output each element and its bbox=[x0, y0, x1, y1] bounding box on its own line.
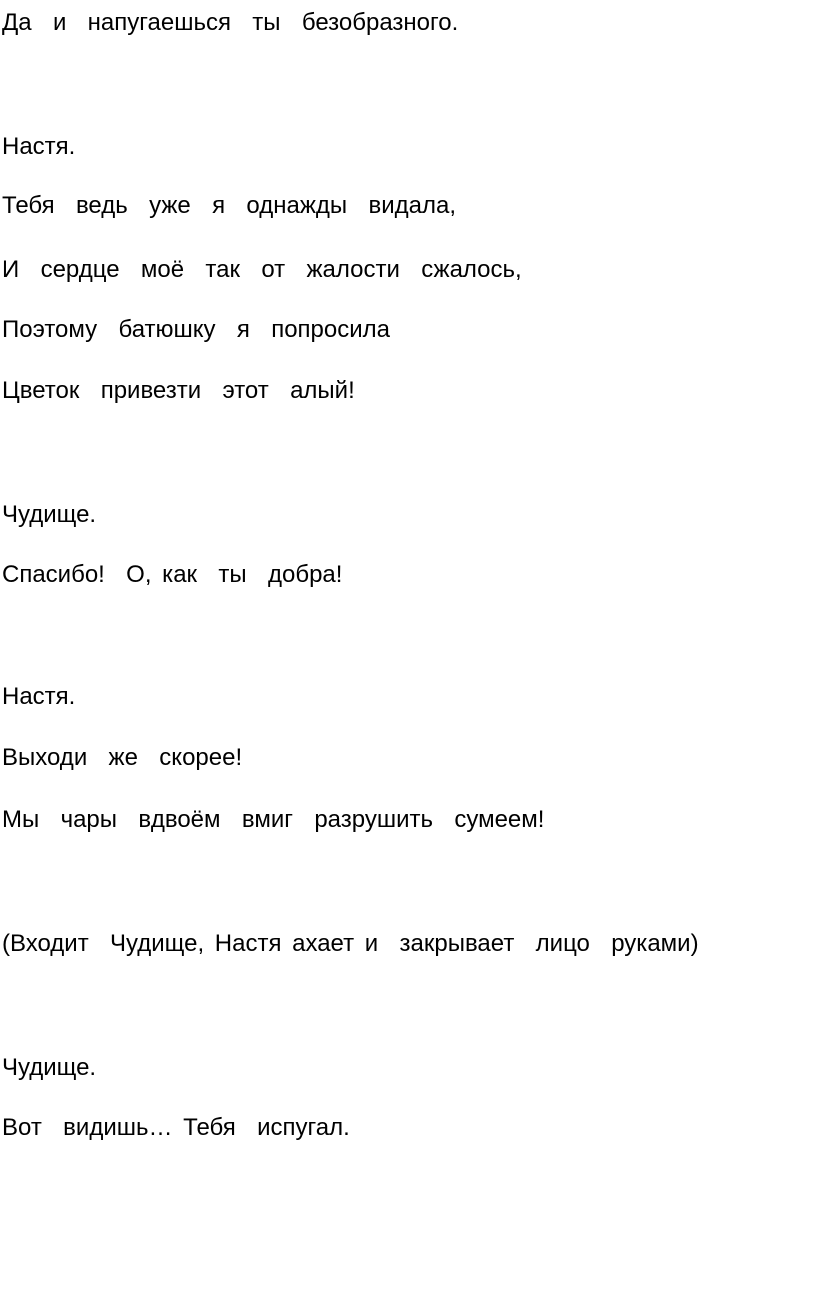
text-line: Спасибо! О, как ты добра! bbox=[2, 561, 343, 588]
speaker-name: Настя. bbox=[2, 683, 76, 710]
stage-direction: (Входит Чудище, Настя ахает и закрывает лицо руками) bbox=[2, 930, 699, 957]
text-line: Поэтому батюшку я попросила bbox=[2, 316, 390, 343]
text-line: Тебя ведь уже я однажды видала, bbox=[2, 192, 457, 219]
text-line: Да и напугаешься ты безобразного. bbox=[2, 9, 459, 36]
text-line: Выходи же скорее! bbox=[2, 744, 243, 771]
speaker-name: Настя. bbox=[2, 133, 76, 160]
text-line: Мы чары вдвоём вмиг разрушить сумеем! bbox=[2, 806, 545, 833]
text-line: Вот видишь… Тебя испугал. bbox=[2, 1114, 350, 1141]
speaker-name: Чудище. bbox=[2, 501, 97, 528]
text-line: И сердце моё так от жалости сжалось, bbox=[2, 256, 522, 283]
speaker-name: Чудище. bbox=[2, 1054, 97, 1081]
text-line: Цветок привезти этот алый! bbox=[2, 377, 355, 404]
